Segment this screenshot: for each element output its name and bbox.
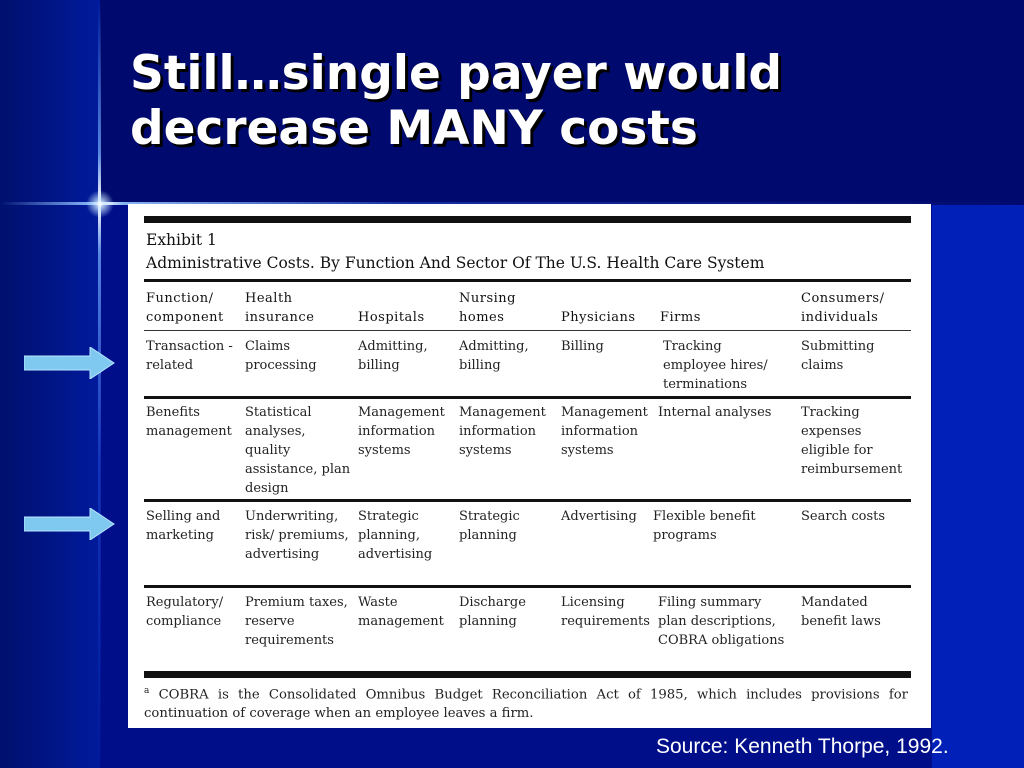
cell-hospitals: Strategic planning, advertising <box>358 509 433 562</box>
column-header-physicians: Physicians <box>561 310 636 325</box>
slide-title <box>130 46 990 156</box>
cell-firms: Filing summary plan descriptions, COBRA obligations <box>658 595 785 648</box>
rule-under-title <box>144 279 911 282</box>
column-header-health-insurance: Health insurance <box>245 291 315 325</box>
exhibit-label: Exhibit 1 <box>146 231 217 249</box>
cell-function: Regulatory/ compliance <box>146 595 224 629</box>
slide-title-line-2: decrease MANY costs <box>130 101 698 156</box>
cell-consumers: Mandated benefit laws <box>801 595 881 629</box>
cell-nursing-homes: Discharge planning <box>459 595 526 629</box>
exhibit-footnote <box>144 682 908 723</box>
rule-top <box>144 216 911 223</box>
column-header-function: Function/ component <box>146 291 224 325</box>
cell-function: Benefits management <box>146 405 232 439</box>
cell-nursing-homes: Admitting, billing <box>459 339 529 373</box>
cell-firms: Flexible benefit programs <box>653 509 756 543</box>
cell-firms: Tracking employee hires/ terminations <box>663 339 768 392</box>
rule-under-header <box>144 330 911 331</box>
row-divider <box>144 585 911 588</box>
cell-health-insurance: Claims processing <box>245 339 317 373</box>
cell-consumers: Submitting claims <box>801 339 875 373</box>
cell-health-insurance: Underwriting, risk/ premiums, advertising <box>245 509 349 562</box>
column-header-nursing-homes: Nursing homes <box>459 291 516 325</box>
cell-physicians: Advertising <box>561 509 637 524</box>
cell-hospitals: Waste management <box>358 595 444 629</box>
cell-physicians: Billing <box>561 339 604 354</box>
exhibit-title: Administrative Costs. By Function And Sector Of The U.S. Health Care System <box>146 254 765 272</box>
exhibit-table <box>128 204 931 728</box>
column-header-consumers: Consumers/ individuals <box>801 291 885 325</box>
right-band <box>932 205 1024 768</box>
sparkle-vertical-line <box>98 0 101 768</box>
cell-hospitals: Management information systems <box>358 405 445 458</box>
column-header-hospitals: Hospitals <box>358 310 425 325</box>
cell-consumers: Search costs <box>801 509 886 524</box>
column-header-firms: Firms <box>660 310 701 325</box>
cell-physicians: Licensing requirements <box>561 595 650 629</box>
row-divider <box>144 499 911 502</box>
cell-health-insurance: Statistical analyses, quality assistance, plan design <box>245 405 351 496</box>
footnote-marker: a <box>144 686 150 696</box>
cell-nursing-homes: Management information systems <box>459 405 546 458</box>
cell-function: Selling and marketing <box>146 509 221 543</box>
cell-health-insurance: Premium taxes, reserve requirements <box>245 595 348 648</box>
cell-consumers: Tracking expenses eligible for reimbursement <box>801 405 903 477</box>
cell-nursing-homes: Strategic planning <box>459 509 520 543</box>
cell-hospitals: Admitting, billing <box>358 339 428 373</box>
left-band <box>0 0 100 768</box>
cell-physicians: Management information systems <box>561 405 648 458</box>
row-divider <box>144 396 911 399</box>
sparkle-star-icon <box>86 190 114 218</box>
right-arrow-icon <box>24 508 116 540</box>
slide-title-line-1: Still…single payer would <box>130 46 783 101</box>
rule-bottom <box>144 671 911 678</box>
right-arrow-icon <box>24 347 116 379</box>
source-citation: Source: Kenneth Thorpe, 1992. <box>656 735 949 758</box>
footnote-text: COBRA is the Consolidated Omnibus Budget Reconciliation Act of 1985, which includes provisions for continuation of coverage when an employee leaves a firm. <box>144 687 908 722</box>
cell-function: Transaction - related <box>146 339 233 373</box>
cell-firms: Internal analyses <box>658 405 772 420</box>
